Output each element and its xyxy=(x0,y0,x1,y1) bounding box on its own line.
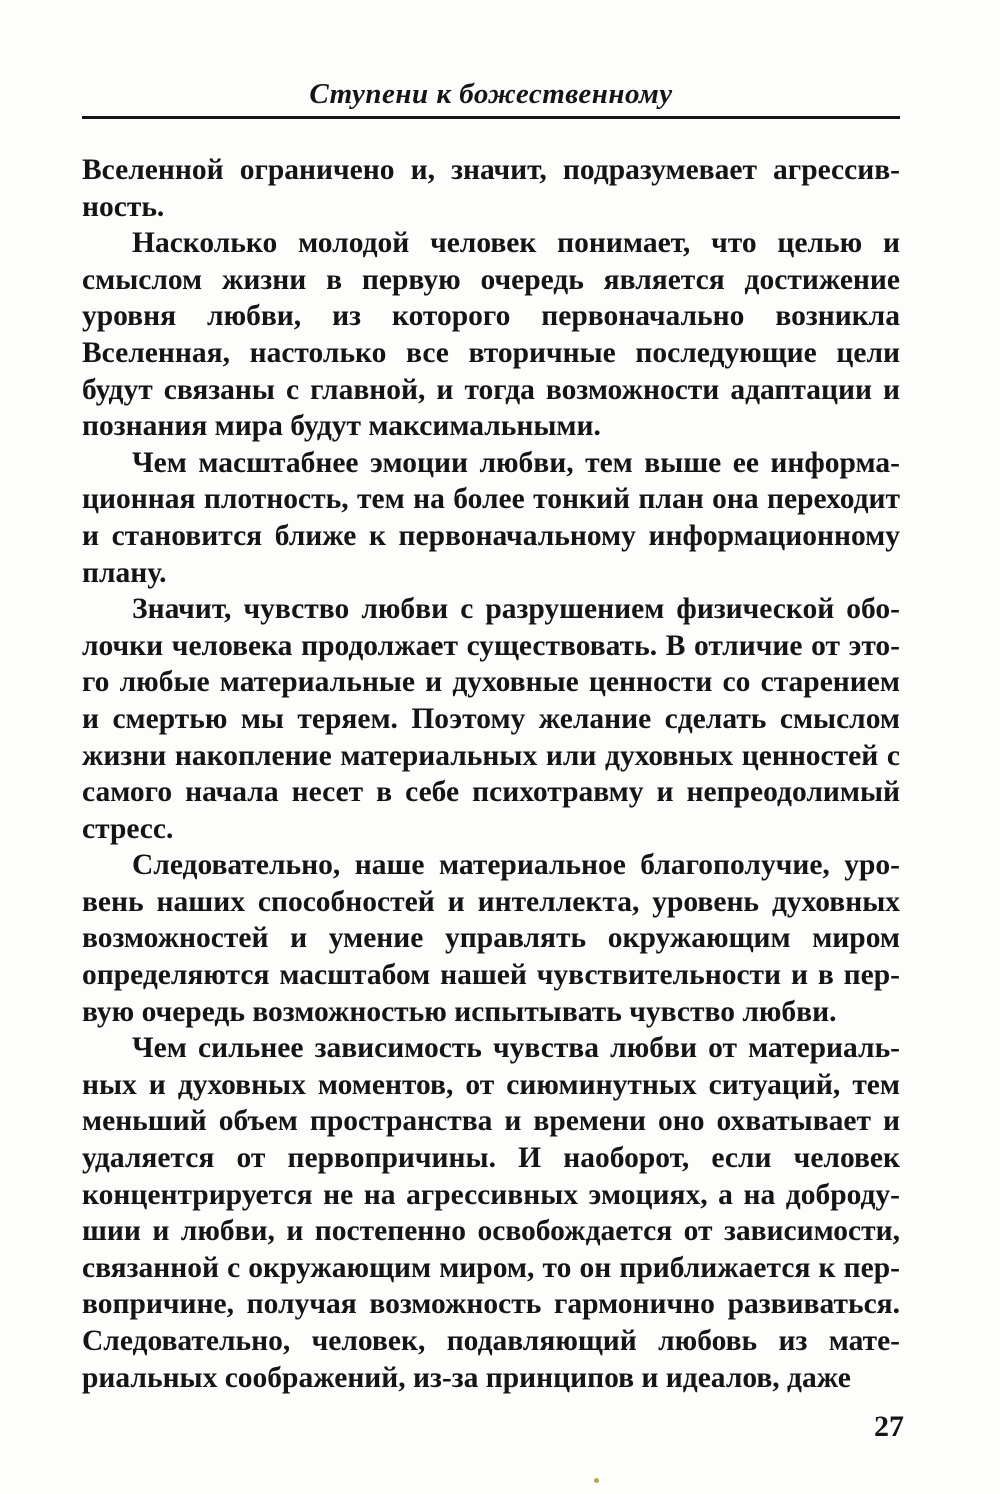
paragraph: Значит, чувство любви с разрушением физической оболочки человека продолжает существовать. В отличие от этого любые материальные и духовные ценности со старением и смертью мы теряем. Поэтому желание сделать смыслом жизни накопление материальных или духовных ценностей с самого начала несет в себе психотравму и непреодолимый стресс. xyxy=(82,593,900,845)
page-number: 27 xyxy=(874,1410,904,1443)
running-header: Ступени к божественному xyxy=(309,78,673,110)
body-text xyxy=(82,152,900,1396)
paragraph: Насколько молодой человек понимает, что целью и смыслом жизни в первую очередь является достижение уровня любви, из которого первоначально возникла Вселенная, настолько все вторичные последующие цели будут связаны с главной, и тогда возможности адаптации и познания мира будут максимальными. xyxy=(82,227,900,443)
print-speck xyxy=(594,1478,599,1483)
paragraph: Следовательно, наше материальное благополучие, уровень наших способностей и интеллекта, уровень духовных возможностей и умение управлять окружающим миром определяются масштабом нашей чувствительности и в первую очередь возможностью испытывать чувство любви. xyxy=(82,849,900,1028)
header-rule xyxy=(82,116,900,119)
paragraph-continuation: Вселенной ограничено и, значит, подразумевает агрессивность. xyxy=(82,154,900,223)
paragraph: Чем сильнее зависимость чувства любви от материальных и духовных моментов, от сиюминутных ситуаций, тем меньший объем пространства и времени оно охватывает и удаляется от первопричины. И наоборот, если человек концентрируется не на агрессивных эмоциях, а на добродушии и любви, и постепенно освобождается от зависимости, связанной с окружающим миром, то он приближается к первопричине, получая возможность гармонично развиваться. Следовательно, человек, подавляющий любовь из материальных соображений, из-за принципов и идеалов, даже xyxy=(82,1032,900,1394)
paragraph: Чем масштабнее эмоции любви, тем выше ее информационная плотность, тем на более тонкий план она переходит и становится ближе к первоначальному информационному плану. xyxy=(82,446,900,589)
